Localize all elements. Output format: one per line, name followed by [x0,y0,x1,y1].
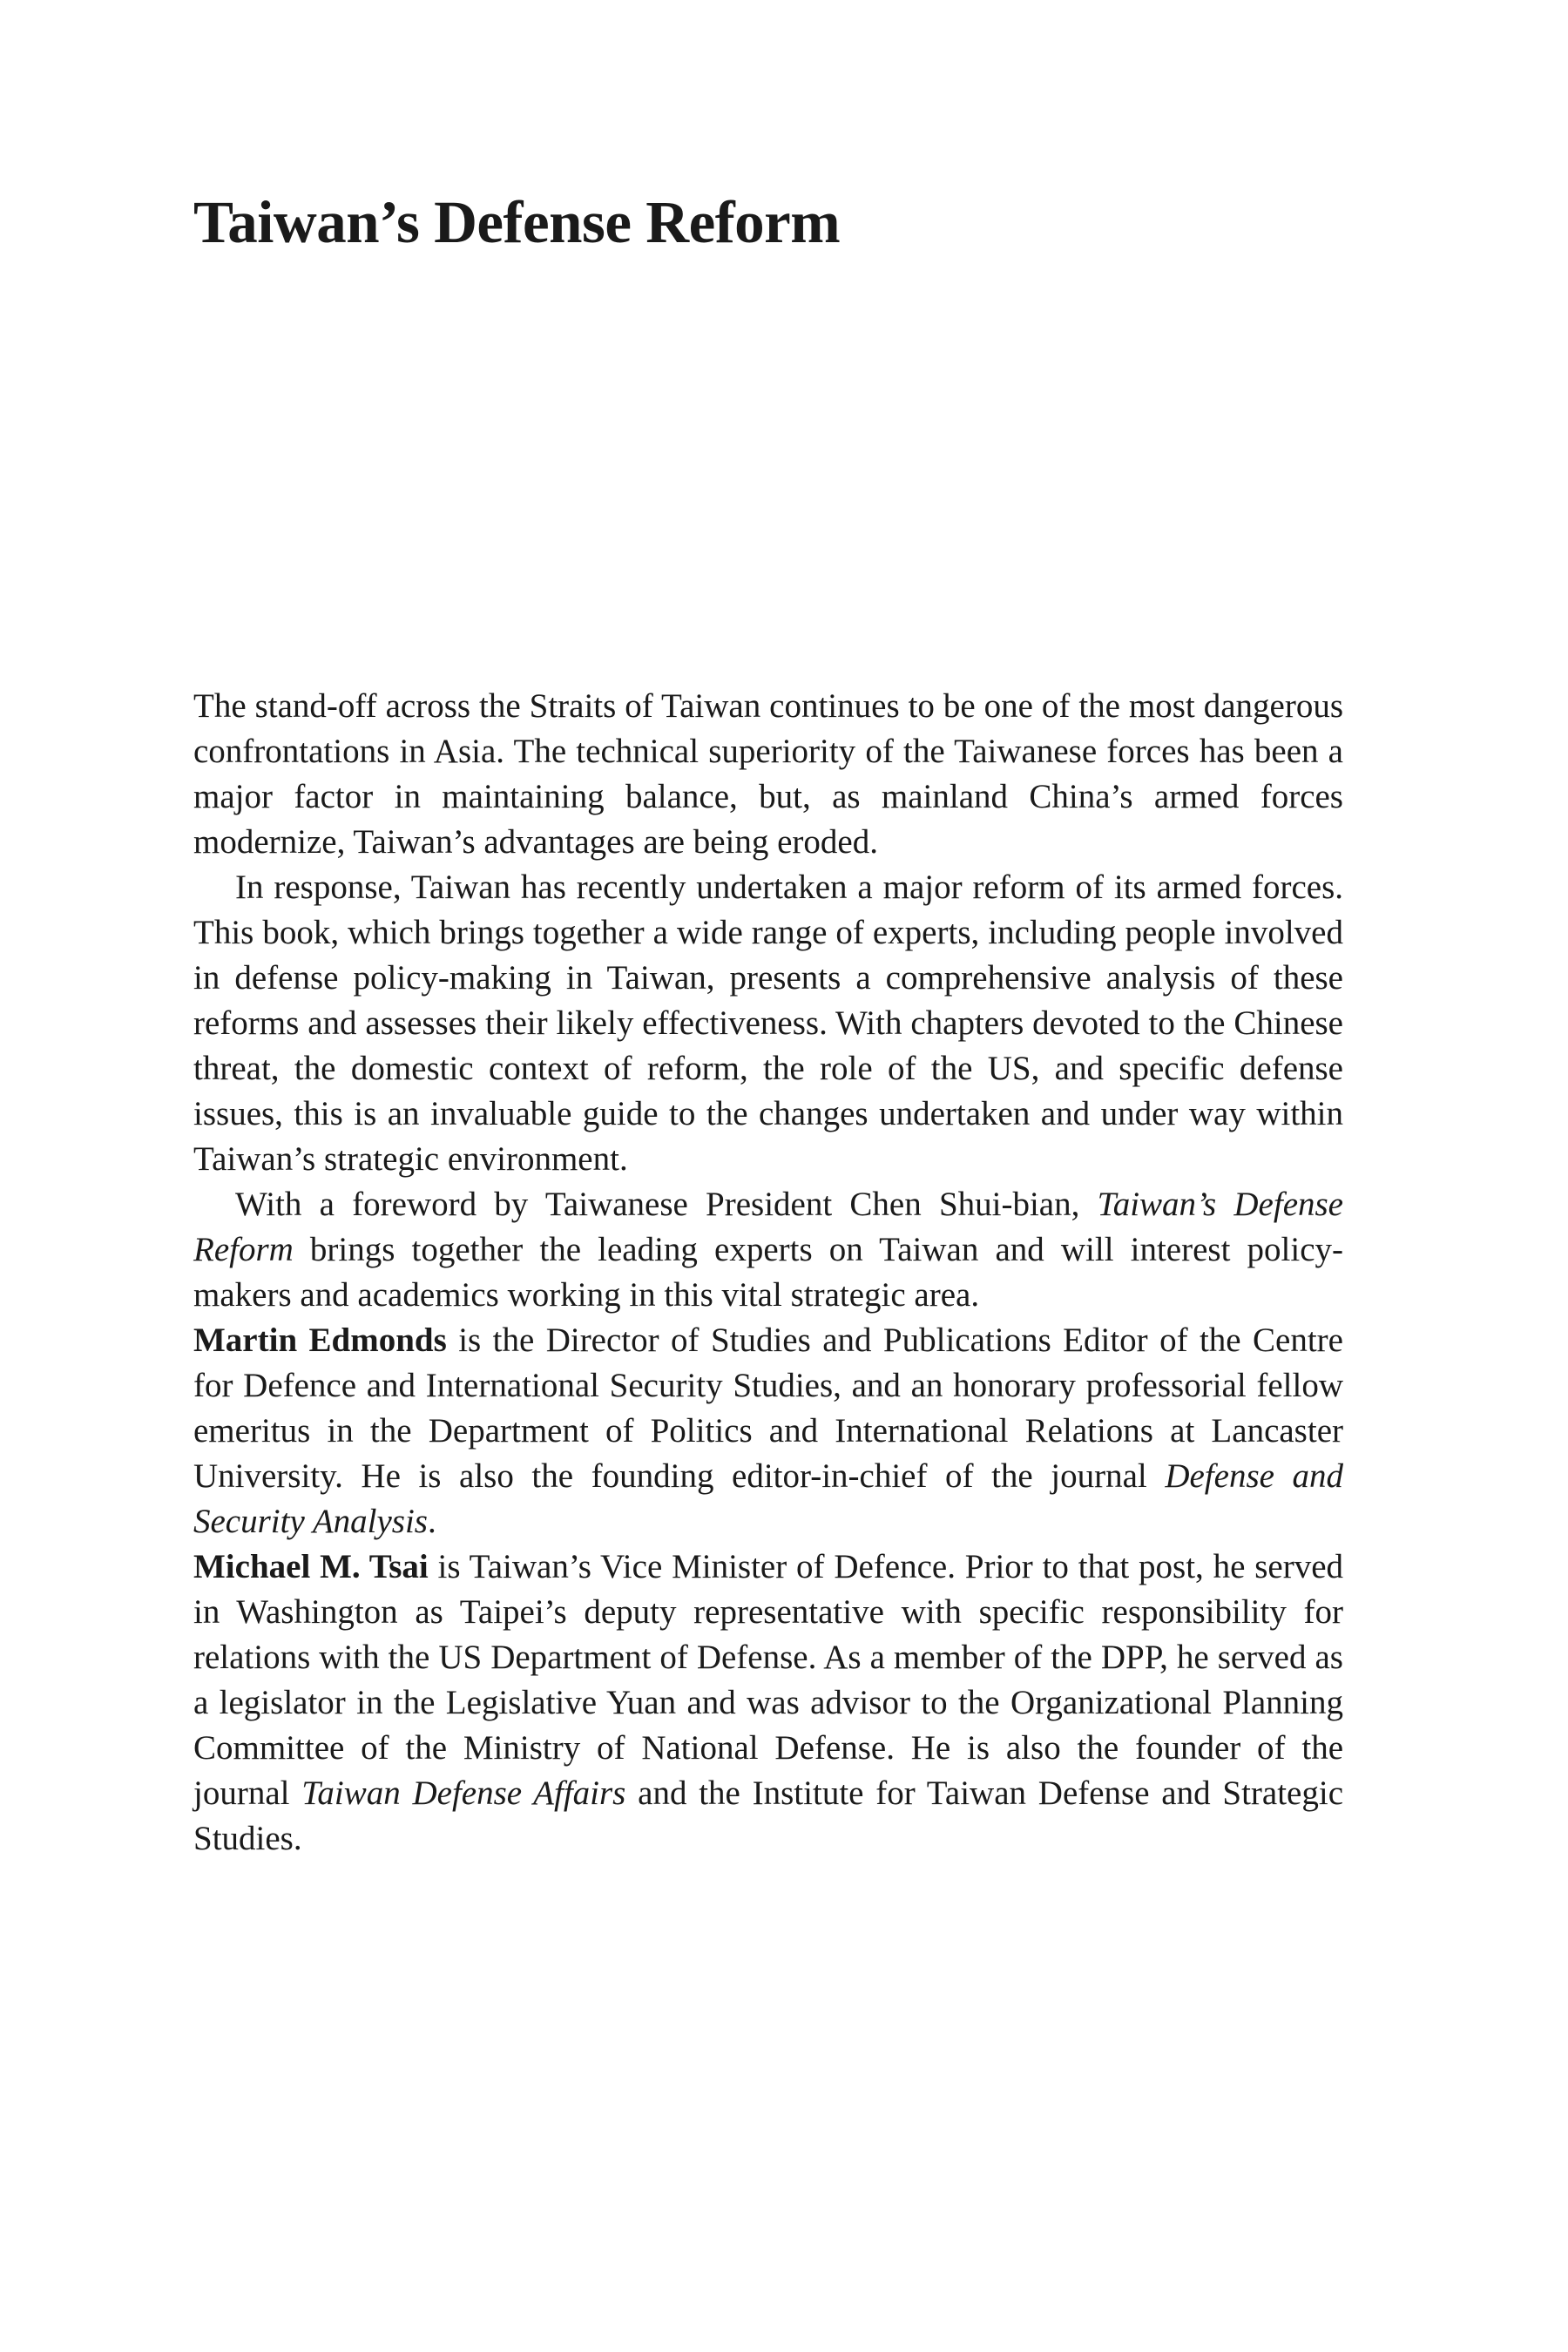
author-bio-edmonds-text: is the Director of Studies and Publications Editor of the Centre for Defence and International Security Studies, and an honorary professorial fellow emeritus in the Department of Politics and International Relations at Lancaster University. He is also the founding editor-in-chief of the journal [193,1321,1343,1495]
author-bio-edmonds [193,1318,1343,1544]
journal-title-tsai: Taiwan Defense Affairs [301,1774,626,1812]
blurb-book-title-italic: Taiwan’s Defense Reform [193,1186,1343,1268]
author-name-tsai: Michael M. Tsai [193,1548,429,1585]
author-bio-tsai-end: and the Institute for Taiwan Defense and Strategic Studies. [193,1774,1344,1857]
journal-title-edmonds: Defense and Security Analysis [193,1457,1343,1540]
blurb-paragraph-2: In response, Taiwan has recently undertaken a major reform of its armed forces. This book, which brings together a wide range of experts, including people involved in defense policy-making in Taiwan, presents a comprehensive analysis of these reforms and assesses their likely effectiveness. With chapters devoted to the Chinese threat, the domestic context of reform, the role of the US, and specific defense issues, this is an invaluable guide to the changes undertaken and under way within Taiwan’s strategic environment. [193,868,1343,1178]
author-bio-tsai-text: is Taiwan’s Vice Minister of Defence. Prior to that post, he served in Washington as Taipei’s deputy representative with specific responsibility for relations with the US Department of Defense. As a member of the DPP, he served as a legislator in the Legislative Yuan and was advisor to the Organizational Planning Committee of the Ministry of National Defense. He is also the founder of the journal [193,1548,1344,1812]
author-bio-tsai [193,1544,1343,1862]
author-name-edmonds: Martin Edmonds [193,1321,447,1359]
book-blurb [193,684,1343,1318]
blurb-paragraph-3-intro: With a foreword by Taiwanese President Chen Shui-bian, [235,1186,1098,1223]
cover-text-content [193,684,1343,1862]
book-title: Taiwan’s Defense Reform [193,189,841,255]
blurb-paragraph-3 [193,1182,1343,1318]
blurb-paragraph-3-rest: brings together the leading experts on Taiwan and will interest policy-makers and academics working in this vital strategic area. [193,1231,1343,1314]
blurb-paragraph-1: The stand-off across the Straits of Taiwan continues to be one of the most dangerous confrontations in Asia. The technical superiority of the Taiwanese forces has been a major factor in maintaining balance, but, as mainland China’s armed forces modernize, Taiwan’s advantages are being eroded. [193,687,1343,861]
author-bio-edmonds-end: . [427,1503,436,1540]
